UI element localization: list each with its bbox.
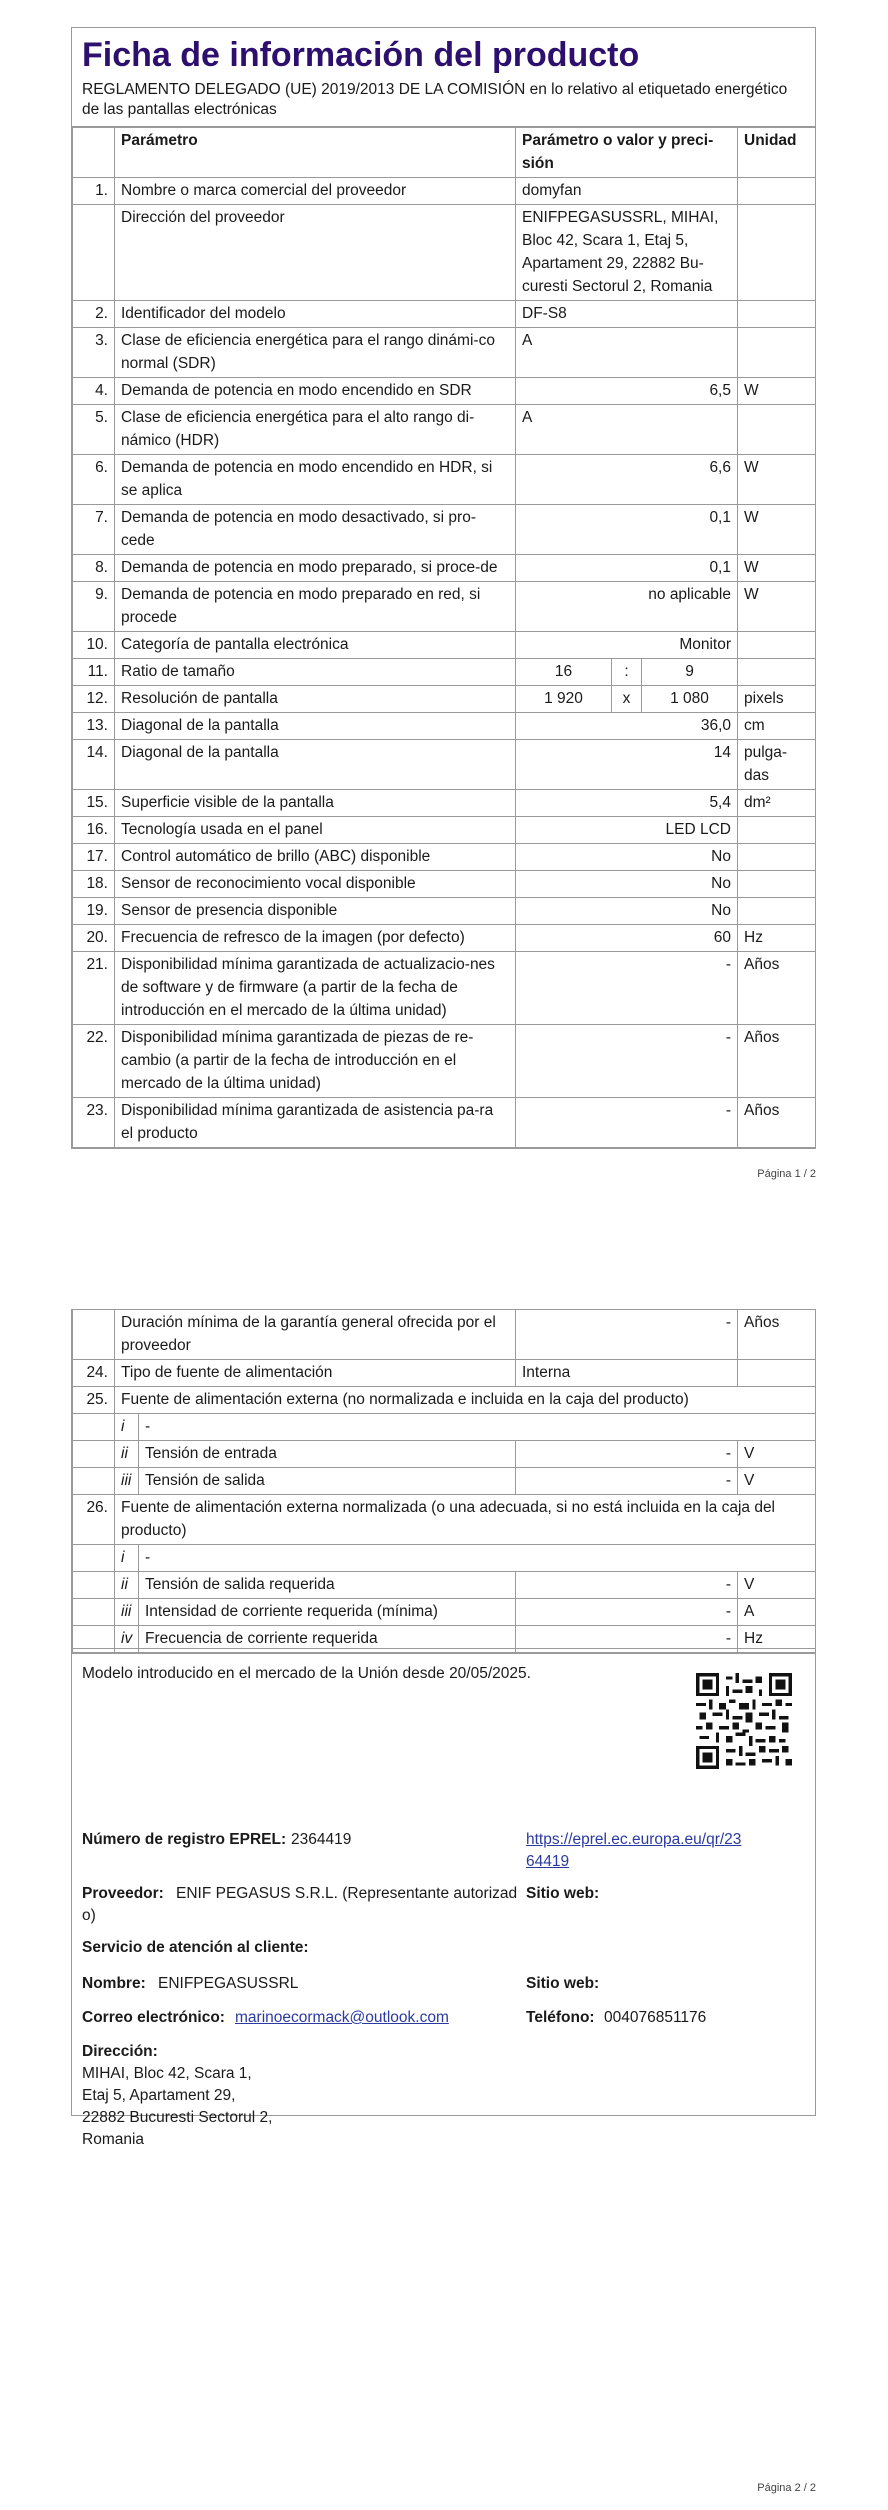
table-row: 1. Nombre o marca comercial del proveedor domyfan [73, 178, 816, 205]
email-link[interactable]: marinoecormack@outlook.com [235, 2009, 449, 2026]
supplier-label: Proveedor: [82, 1885, 164, 1902]
header-unit: Unidad [738, 128, 816, 178]
address-label: Dirección: [82, 2043, 158, 2060]
table-row: 2. Identificador del modelo DF-S8 [73, 301, 816, 328]
header-value: Parámetro o valor y preci-sión [516, 128, 738, 178]
website-label: Sitio web: [526, 1885, 600, 1902]
market-intro-text: Modelo introducido en el mercado de la Unión desde 20/05/2025. [82, 1665, 531, 1682]
table-row: 3. Clase de eficiencia energética para el rango dinámi-co normal (SDR) A [73, 328, 816, 378]
table-row: 4. Demanda de potencia en modo encendido en SDR 6,5 W [73, 378, 816, 405]
table-row: 7. Demanda de potencia en modo desactivado, si pro-cede 0,1 W [73, 505, 816, 555]
name-value: ENIFPEGASUSSRL [158, 1975, 299, 1992]
table-row: 9. Demanda de potencia en modo preparado en red, si procede no aplicable W [73, 582, 816, 632]
address-line-2: Etaj 5, Apartament 29, [82, 2087, 236, 2104]
table-row: 22. Disponibilidad mínima garantizada de piezas de re-cambio (a partir de la fecha de introducción en el mercado de la última unidad) - Años [73, 1025, 816, 1098]
table-row: 10. Categoría de pantalla electrónica Monitor [73, 632, 816, 659]
table-row: 19. Sensor de presencia disponible No [73, 898, 816, 925]
table-row: 15. Superficie visible de la pantalla 5,4 dm² [73, 790, 816, 817]
table-row: ii Tensión de entrada - V [73, 1441, 816, 1468]
website-label-2: Sitio web: [526, 1975, 600, 1992]
eprel-label: Número de registro EPREL: [82, 1831, 287, 1848]
table-row: 25. Fuente de alimentación externa (no normalizada e incluida en la caja del producto) [73, 1387, 816, 1414]
page-number-1: Página 1 / 2 [757, 1168, 816, 1180]
table-row: 24. Tipo de fuente de alimentación Interna [73, 1360, 816, 1387]
table-row: 5. Clase de eficiencia energética para el alto rango di-námico (HDR) A [73, 405, 816, 455]
phone-value: 004076851176 [604, 2009, 707, 2026]
table-row: 11. Ratio de tamaño 16 : 9 [73, 659, 816, 686]
table-row: 26. Fuente de alimentación externa normalizada (o una adecuada, si no está incluida en la caja del producto) [73, 1495, 816, 1545]
table-row: Dirección del proveedor ENIFPEGASUSSRL, MIHAI, Bloc 42, Scara 1, Etaj 5, Apartament 29, 22882 Bu-curesti Sectorul 2, Romania [73, 205, 816, 301]
eprel-link[interactable]: https://eprel.ec.europa.eu/qr/23 [526, 1831, 742, 1848]
continuation-table-frame [71, 1309, 816, 1654]
address-line-3: 22882 Bucuresti Sectorul 2, [82, 2109, 273, 2126]
phone-label: Teléfono: [526, 2009, 595, 2026]
product-info-sheet [71, 27, 816, 1149]
table-row: 12. Resolución de pantalla 1 920 x 1 080 pixels [73, 686, 816, 713]
table-row: i - [73, 1414, 816, 1441]
supplier-value-cont: o) [82, 1907, 96, 1924]
table-row: iii Tensión de salida - V [73, 1468, 816, 1495]
qr-code-icon[interactable] [696, 1673, 792, 1769]
address-line-1: MIHAI, Bloc 42, Scara 1, [82, 2065, 252, 2082]
table-row: Duración mínima de la garantía general ofrecida por el proveedor - Años [73, 1310, 816, 1360]
header-param: Parámetro [115, 128, 516, 178]
table-row: iii Intensidad de corriente requerida (mínima) - A [73, 1599, 816, 1626]
customer-service-label: Servicio de atención al cliente: [82, 1939, 309, 1956]
regulation-subtitle: REGLAMENTO DELEGADO (UE) 2019/2013 DE LA COMISIÓN en lo relativo al etiquetado energético de las pantallas electrónicas [82, 81, 788, 118]
table-row: ii Tensión de salida requerida - V [73, 1572, 816, 1599]
table-row: 23. Disponibilidad mínima garantizada de asistencia pa-ra el producto - Años [73, 1098, 816, 1148]
table-row: 18. Sensor de reconocimiento vocal disponible No [73, 871, 816, 898]
name-label: Nombre: [82, 1975, 146, 1992]
table-row: 16. Tecnología usada en el panel LED LCD [73, 817, 816, 844]
continuation-table [72, 1309, 816, 1653]
parameters-table [72, 127, 816, 1148]
table-row: 21. Disponibilidad mínima garantizada de actualizacio-nes de software y de firmware (a partir de la fecha de introducción en el mercado de la última unidad) - Años [73, 952, 816, 1025]
table-row: 8. Demanda de potencia en modo preparado, si proce-de 0,1 W [73, 555, 816, 582]
table-row: i - [73, 1545, 816, 1572]
email-label: Correo electrónico: [82, 2009, 225, 2026]
table-row: 13. Diagonal de la pantalla 36,0 cm [73, 713, 816, 740]
table-row: 6. Demanda de potencia en modo encendido en HDR, si se aplica 6,6 W [73, 455, 816, 505]
table-row: iv Frecuencia de corriente requerida - Hz [73, 1626, 816, 1653]
address-line-4: Romania [82, 2131, 145, 2148]
table-row: 17. Control automático de brillo (ABC) disponible No [73, 844, 816, 871]
supplier-info-box [71, 1648, 816, 2148]
page-title: Ficha de información del producto [82, 36, 640, 74]
eprel-link-cont[interactable]: 64419 [526, 1853, 570, 1870]
sheet-header [72, 28, 815, 127]
table-row: 20. Frecuencia de refresco de la imagen (por defecto) 60 Hz [73, 925, 816, 952]
eprel-number: 2364419 [291, 1831, 352, 1848]
table-header [73, 128, 816, 178]
supplier-value: ENIF PEGASUS S.R.L. (Representante autorizad [176, 1885, 518, 1902]
table-row: 14. Diagonal de la pantalla 14 pulga-das [73, 740, 816, 790]
page-number-2: Página 2 / 2 [757, 2482, 816, 2494]
